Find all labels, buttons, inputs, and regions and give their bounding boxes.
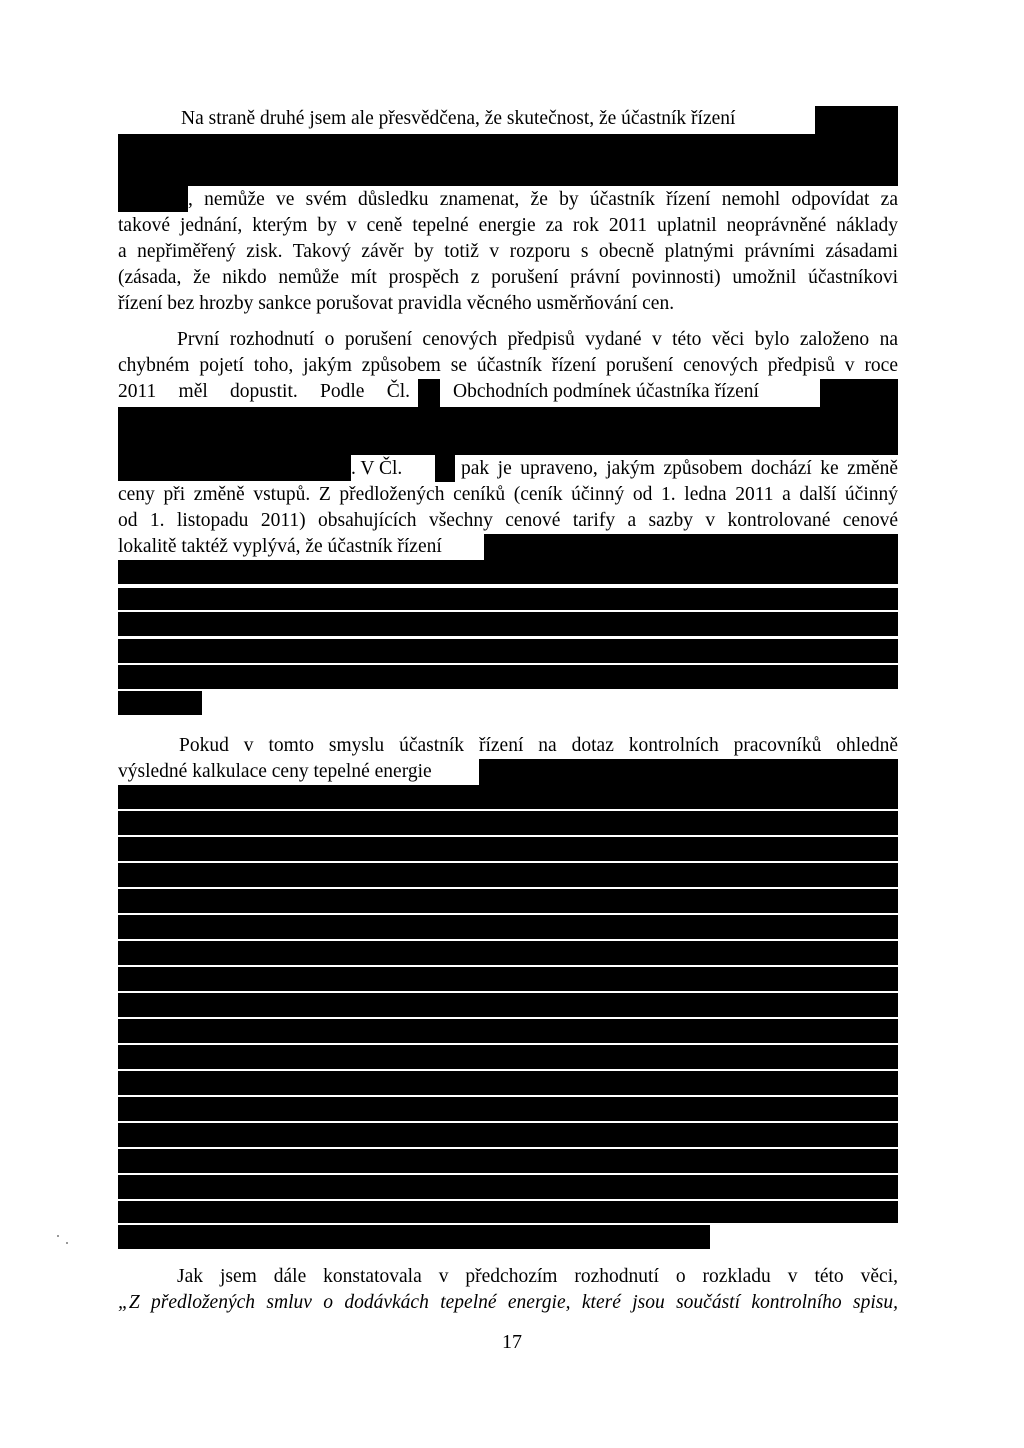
redaction-block bbox=[118, 993, 898, 1017]
text-line: První rozhodnutí o porušení cenových předpisů vydané v této věci bylo založeno na bbox=[177, 329, 898, 350]
redaction-block bbox=[118, 455, 351, 481]
redaction-block bbox=[118, 889, 898, 913]
redaction-block bbox=[118, 560, 898, 584]
text-line: chybném pojetí toho, jakým způsobem se účastník řízení porušení cenových předpisů v roce bbox=[118, 355, 898, 376]
redaction-block bbox=[435, 455, 455, 482]
redaction-block bbox=[484, 534, 898, 560]
redaction-block bbox=[118, 941, 898, 965]
redaction-block bbox=[118, 837, 898, 861]
redaction-block bbox=[118, 612, 898, 636]
redaction-block bbox=[418, 379, 440, 407]
redaction-block bbox=[118, 1175, 898, 1199]
redaction-block bbox=[118, 1019, 898, 1043]
redaction-block bbox=[479, 759, 898, 785]
text-line: pak je upraveno, jakým způsobem dochází ke změně bbox=[461, 458, 898, 479]
redaction-block bbox=[118, 134, 898, 160]
redaction-block bbox=[118, 160, 898, 186]
text-line: Na straně druhé jsem ale přesvědčena, že skutečnost, že účastník řízení bbox=[181, 108, 736, 129]
redaction-block bbox=[820, 379, 898, 407]
redaction-block bbox=[118, 1201, 898, 1223]
text-line: Obchodních podmínek účastníka řízení bbox=[453, 381, 759, 402]
redaction-block bbox=[118, 639, 898, 663]
redaction-block bbox=[118, 811, 898, 835]
text-line: a nepřiměřený zisk. Takový závěr by totiž v rozporu s obecně platnými právními zásadami bbox=[118, 241, 898, 262]
redaction-block bbox=[118, 407, 898, 433]
redaction-block bbox=[815, 106, 898, 134]
redaction-block bbox=[118, 691, 202, 715]
redaction-block bbox=[118, 1149, 898, 1173]
text-line: výsledné kalkulace ceny tepelné energie bbox=[118, 761, 432, 782]
text-line: „Z předložených smluv o dodávkách tepelné energie, které jsou součástí kontrolního spisu, bbox=[118, 1292, 898, 1313]
text-line: takové jednání, kterým by v ceně tepelné energie za rok 2011 uplatnil neoprávněné náklady bbox=[118, 215, 898, 236]
text-line: . V Čl. bbox=[351, 458, 403, 479]
text-line: , nemůže ve svém důsledku znamenat, že by účastník řízení nemohl odpovídat za bbox=[188, 189, 898, 210]
redaction-block bbox=[118, 915, 898, 939]
redaction-block bbox=[118, 433, 898, 455]
redaction-block bbox=[118, 785, 898, 809]
redaction-block bbox=[118, 186, 188, 212]
text-line: od 1. listopadu 2011) obsahujících všechny cenové tarify a sazby v kontrolované cenové bbox=[118, 510, 898, 531]
redaction-block bbox=[118, 1225, 710, 1249]
text-line: 2011 měl dopustit. Podle Čl. bbox=[118, 381, 410, 402]
text-line: (zásada, že nikdo nemůže mít prospěch z porušení právní povinnosti) umožnil účastníkovi bbox=[118, 267, 898, 288]
redaction-block bbox=[118, 1097, 898, 1121]
text-line: Pokud v tomto smyslu účastník řízení na dotaz kontrolních pracovníků ohledně bbox=[179, 735, 898, 756]
redaction-block bbox=[118, 967, 898, 991]
text-line: řízení bez hrozby sankce porušovat pravidla věcného usměrňování cen. bbox=[118, 293, 675, 314]
redaction-block bbox=[118, 1045, 898, 1069]
text-line: lokalitě taktéž vyplývá, že účastník řízení bbox=[118, 536, 442, 557]
text-line: ceny při změně vstupů. Z předložených ceníků (ceník účinný od 1. ledna 2011 a další účinný bbox=[118, 484, 898, 505]
scan-speck bbox=[66, 1242, 68, 1244]
redaction-block bbox=[118, 665, 898, 689]
page-number: 17 bbox=[502, 1331, 522, 1353]
redaction-block bbox=[118, 588, 898, 610]
redaction-block bbox=[118, 1123, 898, 1147]
redaction-block bbox=[118, 1071, 898, 1095]
scan-speck bbox=[57, 1235, 59, 1237]
text-line: Jak jsem dále konstatovala v předchozím rozhodnutí o rozkladu v této věci, bbox=[177, 1266, 898, 1287]
redaction-block bbox=[118, 863, 898, 887]
